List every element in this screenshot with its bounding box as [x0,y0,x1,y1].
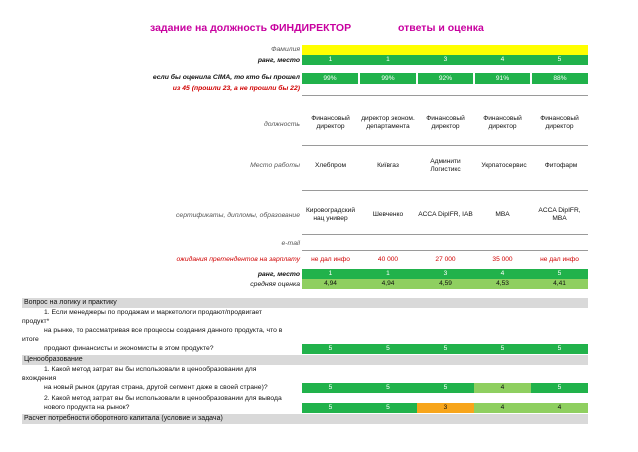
divider [302,250,588,251]
workplace-label: Место работы [250,162,300,169]
certs-label: сертификаты, дипломы, образование [176,212,300,219]
score-cell[interactable]: 5 [474,344,531,354]
score-cell[interactable]: 5 [302,383,359,393]
rank-cell[interactable]: 1 [359,55,417,65]
score-cell[interactable]: 5 [359,383,417,393]
cima-sub-label: из 45 (прошли 23, а не прошли бы 22) [172,85,300,92]
certs-cell: MBA [495,211,510,218]
avg-label: средняя оценка [250,281,300,288]
cima-cell[interactable]: 99% [360,73,416,84]
salary-cell: 27 000 [435,255,456,263]
score-cell[interactable]: 5 [531,344,588,354]
question-text: продают финансисты и экономисты в этом продукте? [44,345,214,352]
position-label: должность [263,121,300,128]
divider [302,234,588,235]
rank2-cell[interactable]: 3 [417,269,474,279]
avg-cell[interactable]: 4,53 [474,279,531,289]
rank-cell[interactable]: 3 [417,55,474,65]
rank-cell[interactable]: 1 [302,55,359,65]
certs-cell: Шевченко [372,211,404,218]
score-row [302,403,588,413]
salary-label: ожидания претендентов на зарплату [176,256,300,263]
score-cell[interactable]: 5 [302,344,359,354]
surname-row-cells[interactable] [302,45,588,55]
position-cell: Финансовый директор [426,115,465,130]
question-text: на новый рынок (другая страна, другой сегмент даже в своей стране)? [44,384,268,391]
salary-cell: не дал инфо [311,255,350,263]
divider [302,190,588,191]
score-cell[interactable]: 3 [417,403,474,413]
certs-cell: Кировоградский нац универ [305,207,356,222]
workplace-cell: Укрпатосервис [481,162,527,169]
position-cell: Финансовый директор [311,115,350,130]
cima-cell[interactable]: 91% [475,73,530,84]
score-cell[interactable]: 5 [359,344,417,354]
certs-cell: ACCA DipIFR, IAB [418,211,473,218]
score-cell[interactable]: 5 [302,403,359,413]
question-text: 2. Какой метод затрат вы бы использовали в ценообразовании для вывода [44,395,282,402]
salary-row [302,254,588,265]
workplace-cell: Київгаз [377,162,399,169]
score-cell[interactable]: 5 [417,383,474,393]
avg-cell[interactable]: 4,94 [302,279,359,289]
section-pricing-header: Ценообразование [22,355,588,365]
score-row [302,383,588,393]
surname-label: Фамилия [271,46,300,53]
page-subtitle: ответы и оценка [398,22,484,34]
position-row [302,105,588,141]
email-label: e-mail [281,240,300,247]
question-text: 1. Какой метод затрат вы бы использовали в ценообразовании для [44,366,257,373]
position-cell: Финансовый директор [540,115,579,130]
avg-cell[interactable]: 4,59 [417,279,474,289]
rank2-cell[interactable]: 1 [302,269,359,279]
cima-row [302,73,588,84]
salary-cell: не дал инфо [540,255,579,263]
avg-cell[interactable]: 4,94 [359,279,417,289]
score-cell[interactable]: 5 [531,383,588,393]
rank2-cell[interactable]: 4 [474,269,531,279]
salary-cell: 40 000 [377,255,399,263]
salary-cell: 35 000 [492,255,513,263]
certs-cell: ACCA DipIFR, MBA [538,207,581,222]
position-cell: директор эконом. департамента [361,115,415,130]
rank2-cell[interactable]: 5 [531,269,588,279]
rank2-cell[interactable]: 1 [359,269,417,279]
question-text: нового продукта на рынок? [44,404,130,411]
rank2-row [302,269,588,279]
rank-label: ранг, место [257,57,300,64]
certs-row [302,200,588,230]
score-row [302,344,588,354]
avg-row [302,279,588,289]
workplace-cell: Хлебпром [314,162,347,169]
divider [302,95,588,96]
rank-cell[interactable]: 5 [531,55,588,65]
page-title: задание на должность ФИНДИРЕКТОР [150,22,352,34]
score-cell[interactable]: 5 [359,403,417,413]
position-cell: Финансовый директор [483,115,522,130]
divider [302,145,588,146]
question-text: продукт* [22,318,50,325]
workplace-row [302,152,588,180]
avg-cell[interactable]: 4,41 [531,279,588,289]
score-cell[interactable]: 4 [474,383,531,393]
cima-cell[interactable]: 88% [532,73,588,84]
cima-label: если бы оценила CIMA, то кто бы прошел [152,74,300,81]
rank2-label: ранг, место [257,271,300,278]
score-cell[interactable]: 5 [417,344,474,354]
workplace-cell: Админити Логистикс [430,158,461,173]
rank-row [302,55,588,65]
cima-cell[interactable]: 92% [418,73,473,84]
cima-cell[interactable]: 99% [302,73,358,84]
question-text: 1. Если менеджеры по продажам и маркетологи продают/продвигает [44,309,263,316]
workplace-cell: Фитофарм [544,162,578,169]
rank-cell[interactable]: 4 [474,55,531,65]
question-text: итоге [22,336,39,343]
score-cell[interactable]: 4 [531,403,588,413]
question-text: на рынке, то рассматривая все процессы создания данного продукта, что в [44,327,283,334]
section-working-capital-header: Расчет потребности оборотного капитала (условие и задача) [22,414,588,424]
score-cell[interactable]: 4 [474,403,531,413]
section-logic-header: Вопрос на логику и практику [22,298,588,308]
question-text: вхождения [22,375,57,382]
